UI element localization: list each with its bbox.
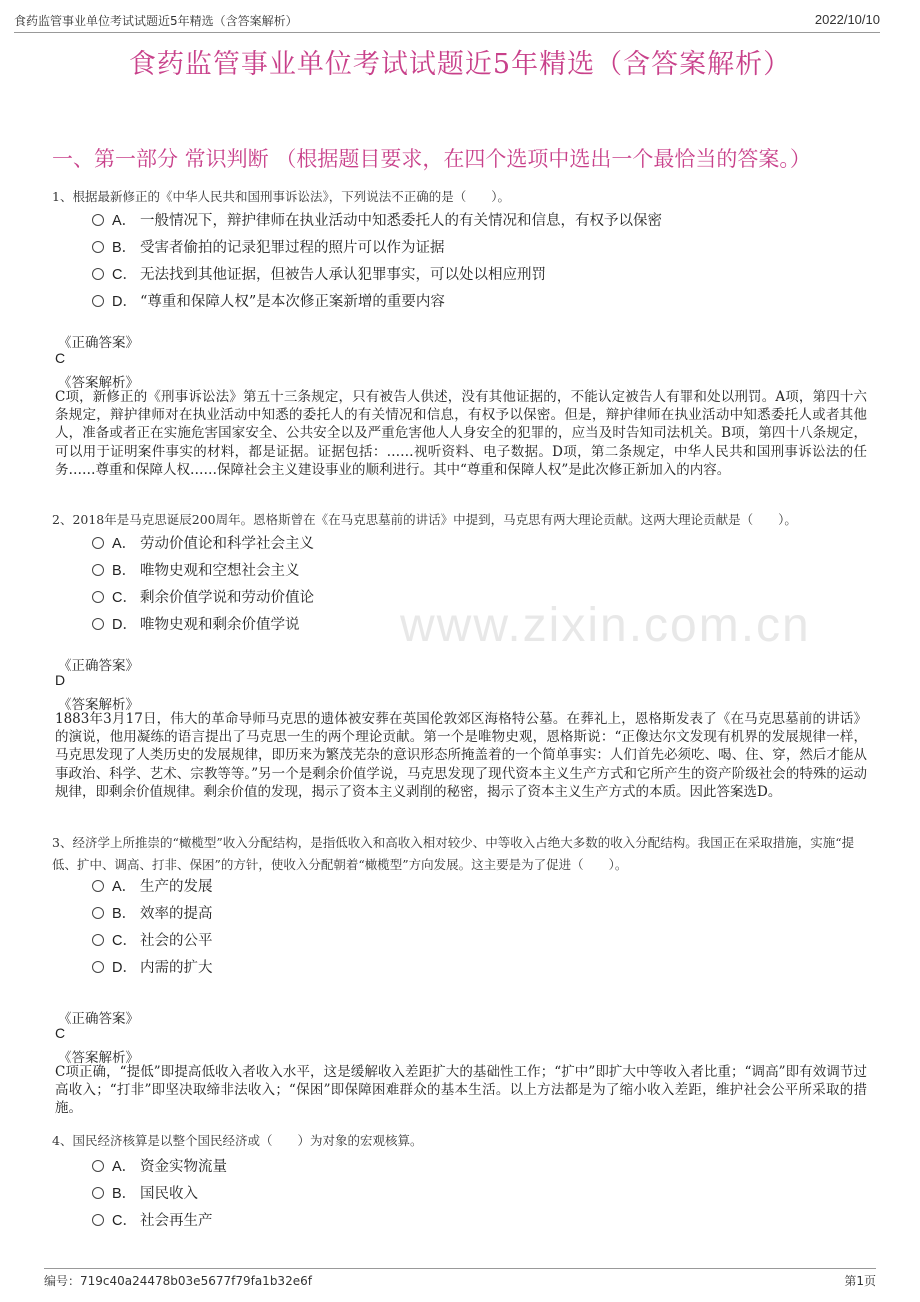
footer-page-number: 第1页: [844, 1274, 876, 1288]
correct-answer-label: 《正确答案》: [58, 335, 139, 351]
footer-code: 编号：719c40a24478b03e5677f79fa1b32e6f: [44, 1274, 312, 1288]
question-1-answer: C: [55, 350, 66, 366]
question-1-option-b[interactable]: B． 受害者偷拍的记录犯罪过程的照片可以作为证据: [92, 236, 445, 257]
question-2-option-a[interactable]: A． 劳动价值论和科学社会主义: [92, 532, 314, 553]
question-2-option-d[interactable]: D． 唯物史观和剩余价值学说: [92, 613, 300, 634]
question-3-option-b[interactable]: B． 效率的提高: [92, 902, 213, 923]
question-1-option-d[interactable]: D． “尊重和保障人权”是本次修正案新增的重要内容: [92, 290, 445, 311]
radio-icon[interactable]: [92, 1214, 104, 1226]
header-date: 2022/10/10: [814, 12, 880, 27]
question-1-text: 1、根据最新修正的《中华人民共和国刑事诉讼法》，下列说法不正确的是（ ）。: [52, 189, 510, 204]
radio-icon[interactable]: [92, 537, 104, 549]
correct-answer-label: 《正确答案》: [58, 1011, 139, 1027]
question-3-answer: C: [55, 1025, 66, 1041]
question-2-answer: D: [55, 672, 66, 688]
question-3-option-c[interactable]: C． 社会的公平: [92, 929, 213, 950]
radio-icon[interactable]: [92, 961, 104, 973]
analysis-label: 《答案解析》: [58, 1050, 139, 1066]
radio-icon[interactable]: [92, 934, 104, 946]
radio-icon[interactable]: [92, 1187, 104, 1199]
radio-icon[interactable]: [92, 880, 104, 892]
question-3-text: 3、经济学上所推崇的“橄榄型”收入分配结构，是指低收入和高收入相对较少、中等收入占绝大多数的收入分配结构。我国正在采取措施，实施“提低、扩中、调高、打非、保困”的方针，使收入分配朝着“橄榄型”方向发展。这主要是为了促进（ ）。: [52, 835, 855, 872]
radio-icon[interactable]: [92, 268, 104, 280]
header-doc-title: 食药监管事业单位考试试题近5年精选（含答案解析）: [14, 14, 298, 28]
question-4-option-a[interactable]: A． 资金实物流量: [92, 1155, 227, 1176]
radio-icon[interactable]: [92, 591, 104, 603]
page-title: 食药监管事业单位考试试题近5年精选（含答案解析）: [128, 49, 792, 80]
question-4-text: 4、国民经济核算是以整个国民经济或（ ）为对象的宏观核算。: [52, 1133, 423, 1148]
question-4-option-c[interactable]: C． 社会再生产: [92, 1209, 213, 1230]
correct-answer-label: 《正确答案》: [58, 658, 139, 674]
radio-icon[interactable]: [92, 1160, 104, 1172]
radio-icon[interactable]: [92, 618, 104, 630]
section-heading: 一、第一部分 常识判断 （根据题目要求，在四个选项中选出一个最恰当的答案。）: [52, 147, 811, 171]
question-1-option-a[interactable]: A． 一般情况下，辩护律师在执业活动中知悉委托人的有关情况和信息，有权予以保密: [92, 209, 662, 230]
page-footer: [44, 1268, 876, 1289]
question-3-option-d[interactable]: D． 内需的扩大: [92, 956, 213, 977]
question-2-text: 2、2018年是马克思诞辰200周年。恩格斯曾在《在马克思墓前的讲话》中提到，马克思有两大理论贡献。这两大理论贡献是（ ）。: [52, 512, 797, 527]
question-2-option-b[interactable]: B． 唯物史观和空想社会主义: [92, 559, 300, 580]
question-2-analysis: 1883年3月17日，伟大的革命导师马克思的遗体被安葬在英国伦敦郊区海格特公墓。在葬礼上，恩格斯发表了《在马克思墓前的讲话》的演说，他用凝练的语言提出了马克思一生的两个理论贡献。第一个是唯物史观，恩格斯说：“正像达尔文发现有机界的发展规律一样，马克思发现了人类历史的发展规律，即历来为繁茂芜杂的意识形态所掩盖着的一个简单事实：人们首先必须吃、喝、住、穿，然后才能从事政治、科学、艺术、宗教等等。”另一个是剩余价值学说，马克思发现了现代资本主义生产方式和它所产生的资产阶级社会的特殊的运动规律，即剩余价值规律。剩余价值的发现，揭示了资本主义剥削的秘密，揭示了资本主义生产方式的本质。因此答案选D。: [55, 711, 867, 800]
question-4-option-b[interactable]: B． 国民收入: [92, 1182, 198, 1203]
analysis-label: 《答案解析》: [58, 375, 139, 391]
question-3-option-a[interactable]: A． 生产的发展: [92, 875, 213, 896]
question-2-option-c[interactable]: C． 剩余价值学说和劳动价值论: [92, 586, 314, 607]
page-header: [14, 10, 880, 33]
question-1-analysis: C项，新修正的《刑事诉讼法》第五十三条规定，只有被告人供述，没有其他证据的，不能认定被告人有罪和处以刑罚。A项，第四十六条规定，辩护律师对在执业活动中知悉的委托人的有关情况和信息，有权予以保密。但是，辩护律师在执业活动中知悉委托人或者其他人，准备或者正在实施危害国家安全、公共安全以及严重危害他人人身安全的犯罪的，应当及时告知司法机关。B项，第四十八条规定，可以用于证明案件事实的材料，都是证据。证据包括：……视听资料、电子数据。D项，第二条规定，中华人民共和国刑事诉讼法的任务……尊重和保障人权……保障社会主义建设事业的顺利进行。其中“尊重和保障人权”是此次修正新加入的内容。: [55, 389, 867, 478]
radio-icon[interactable]: [92, 295, 104, 307]
radio-icon[interactable]: [92, 907, 104, 919]
analysis-label: 《答案解析》: [58, 697, 139, 713]
question-3-analysis: C项正确，“提低”即提高低收入者收入水平，这是缓解收入差距扩大的基础性工作；“扩中”即扩大中等收入者比重；“调高”即有效调节过高收入；“打非”即坚决取缔非法收入；“保困”即保障困难群众的基本生活。以上方法都是为了缩小收入差距，维护社会公平所采取的措施。: [55, 1064, 867, 1117]
radio-icon[interactable]: [92, 241, 104, 253]
watermark: www.zixin.com.cn: [400, 599, 811, 652]
question-1-option-c[interactable]: C． 无法找到其他证据，但被告人承认犯罪事实，可以处以相应刑罚: [92, 263, 546, 284]
radio-icon[interactable]: [92, 564, 104, 576]
radio-icon[interactable]: [92, 214, 104, 226]
